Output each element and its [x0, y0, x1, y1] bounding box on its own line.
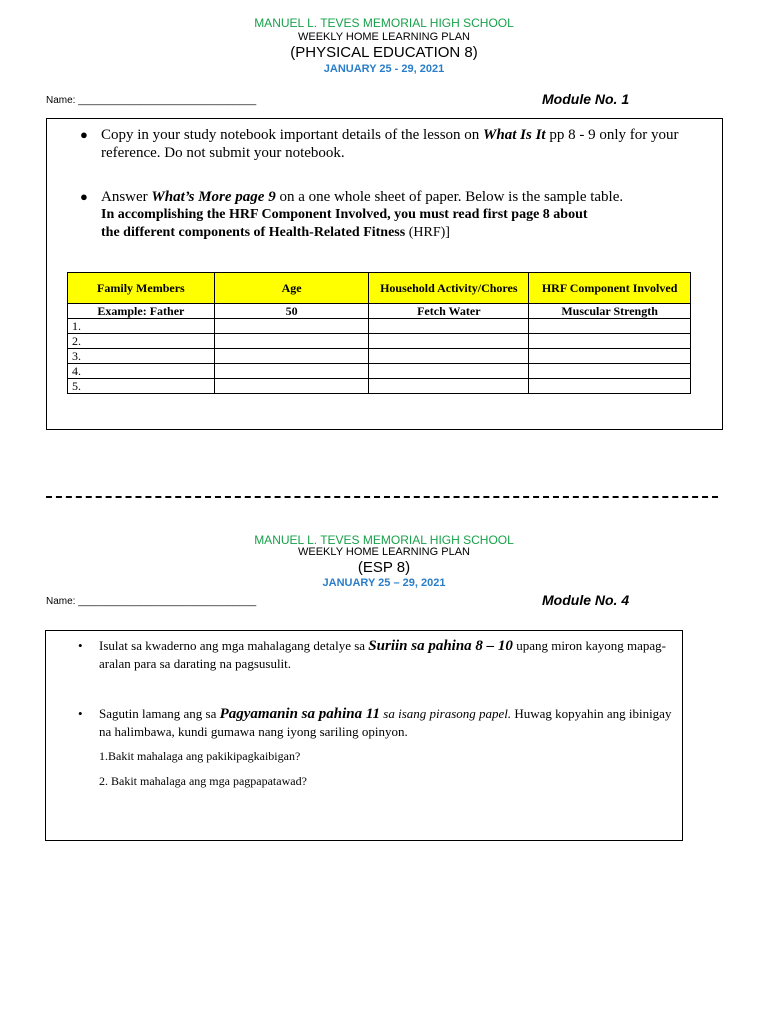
table-cell[interactable]: 5. — [68, 379, 215, 394]
header-age: Age — [214, 273, 369, 304]
pe-bullet-1: ● Copy in your study notebook important details of the lesson on What Is It pp 8 - 9 only for your reference. Do not submit your notebook. — [80, 127, 679, 161]
table-cell: 50 — [214, 304, 369, 319]
table-cell: Example: Father — [68, 304, 215, 319]
table-cell[interactable] — [214, 334, 369, 349]
table-row — [68, 364, 691, 379]
table-row — [68, 349, 691, 364]
module-number: Module No. 4 — [542, 592, 630, 608]
table-cell[interactable] — [369, 364, 529, 379]
subject-title: (ESP 8) — [357, 559, 411, 576]
table-cell[interactable]: 4. — [68, 364, 215, 379]
header-household-activity: Household Activity/Chores — [369, 273, 529, 304]
table-row — [68, 379, 691, 394]
esp-bullet-2: • Sagutin lamang ang sa Pagyamanin sa pahina 11 sa isang pirasong papel. Huwag kopyahin ang ibinigay na halimbawa, kundi gumawa nang iyong sariling opinyon. — [78, 706, 672, 739]
esp-bullet-1: • Isulat sa kwaderno ang mga mahalagang detalye sa Suriin sa pahina 8 – 10 upang miron kayong mapag-aralan para sa darating na pagsusulit. — [78, 638, 667, 671]
table-cell[interactable] — [369, 319, 529, 334]
table-cell[interactable] — [369, 379, 529, 394]
table-cell[interactable] — [529, 379, 691, 394]
table-header-row — [68, 273, 691, 304]
date-range: JANUARY 25 - 29, 2021 — [323, 63, 445, 75]
table-cell[interactable] — [214, 349, 369, 364]
table-cell: Fetch Water — [369, 304, 529, 319]
table-cell[interactable] — [529, 319, 691, 334]
table-cell[interactable] — [214, 319, 369, 334]
school-name: MANUEL L. TEVES MEMORIAL HIGH SCHOOL — [254, 533, 514, 547]
table-cell[interactable]: 3. — [68, 349, 215, 364]
name-field[interactable]: Name: ________________________________ — [46, 596, 257, 607]
table-cell[interactable] — [369, 334, 529, 349]
pe-bullet-2: ● Answer What’s More page 9 on a one whole sheet of paper. Below is the sample table. In accomplishing the HRF Component Involved, you must read first page 8 about the different components of Health-Related Fitness (HRF)] — [80, 189, 624, 240]
table-cell[interactable] — [214, 379, 369, 394]
date-range: JANUARY 25 – 29, 2021 — [322, 577, 446, 589]
table-row-example — [68, 304, 691, 319]
table-cell[interactable] — [529, 364, 691, 379]
name-field[interactable]: Name: ________________________________ — [46, 95, 257, 106]
school-name: MANUEL L. TEVES MEMORIAL HIGH SCHOOL — [254, 16, 514, 30]
bullet-dot-icon: ● — [80, 189, 88, 204]
question-2: 2. Bakit mahalaga ang mga pagpapatawad? — [99, 774, 307, 788]
module-number: Module No. 1 — [542, 91, 630, 107]
header-hrf-component: HRF Component Involved — [529, 273, 691, 304]
plan-title: WEEKLY HOME LEARNING PLAN — [298, 31, 470, 43]
header-family-members: Family Members — [68, 273, 215, 304]
table-cell[interactable]: 1. — [68, 319, 215, 334]
hrf-sample-table — [67, 272, 691, 394]
table-row — [68, 319, 691, 334]
subject-title: (PHYSICAL EDUCATION 8) — [290, 44, 478, 61]
question-1: 1.Bakit mahalaga ang pakikipagkaibigan? — [99, 749, 301, 763]
bullet-dot-icon: ● — [80, 127, 88, 142]
table-cell[interactable] — [369, 349, 529, 364]
table-cell[interactable] — [529, 349, 691, 364]
table-cell[interactable]: 2. — [68, 334, 215, 349]
plan-title: WEEKLY HOME LEARNING PLAN — [298, 546, 470, 558]
table-cell[interactable] — [529, 334, 691, 349]
table-cell: Muscular Strength — [529, 304, 691, 319]
table-row — [68, 334, 691, 349]
table-cell[interactable] — [214, 364, 369, 379]
bullet-dot-icon: • — [78, 706, 83, 721]
bullet-dot-icon: • — [78, 638, 83, 653]
cut-line-divider — [46, 496, 718, 498]
